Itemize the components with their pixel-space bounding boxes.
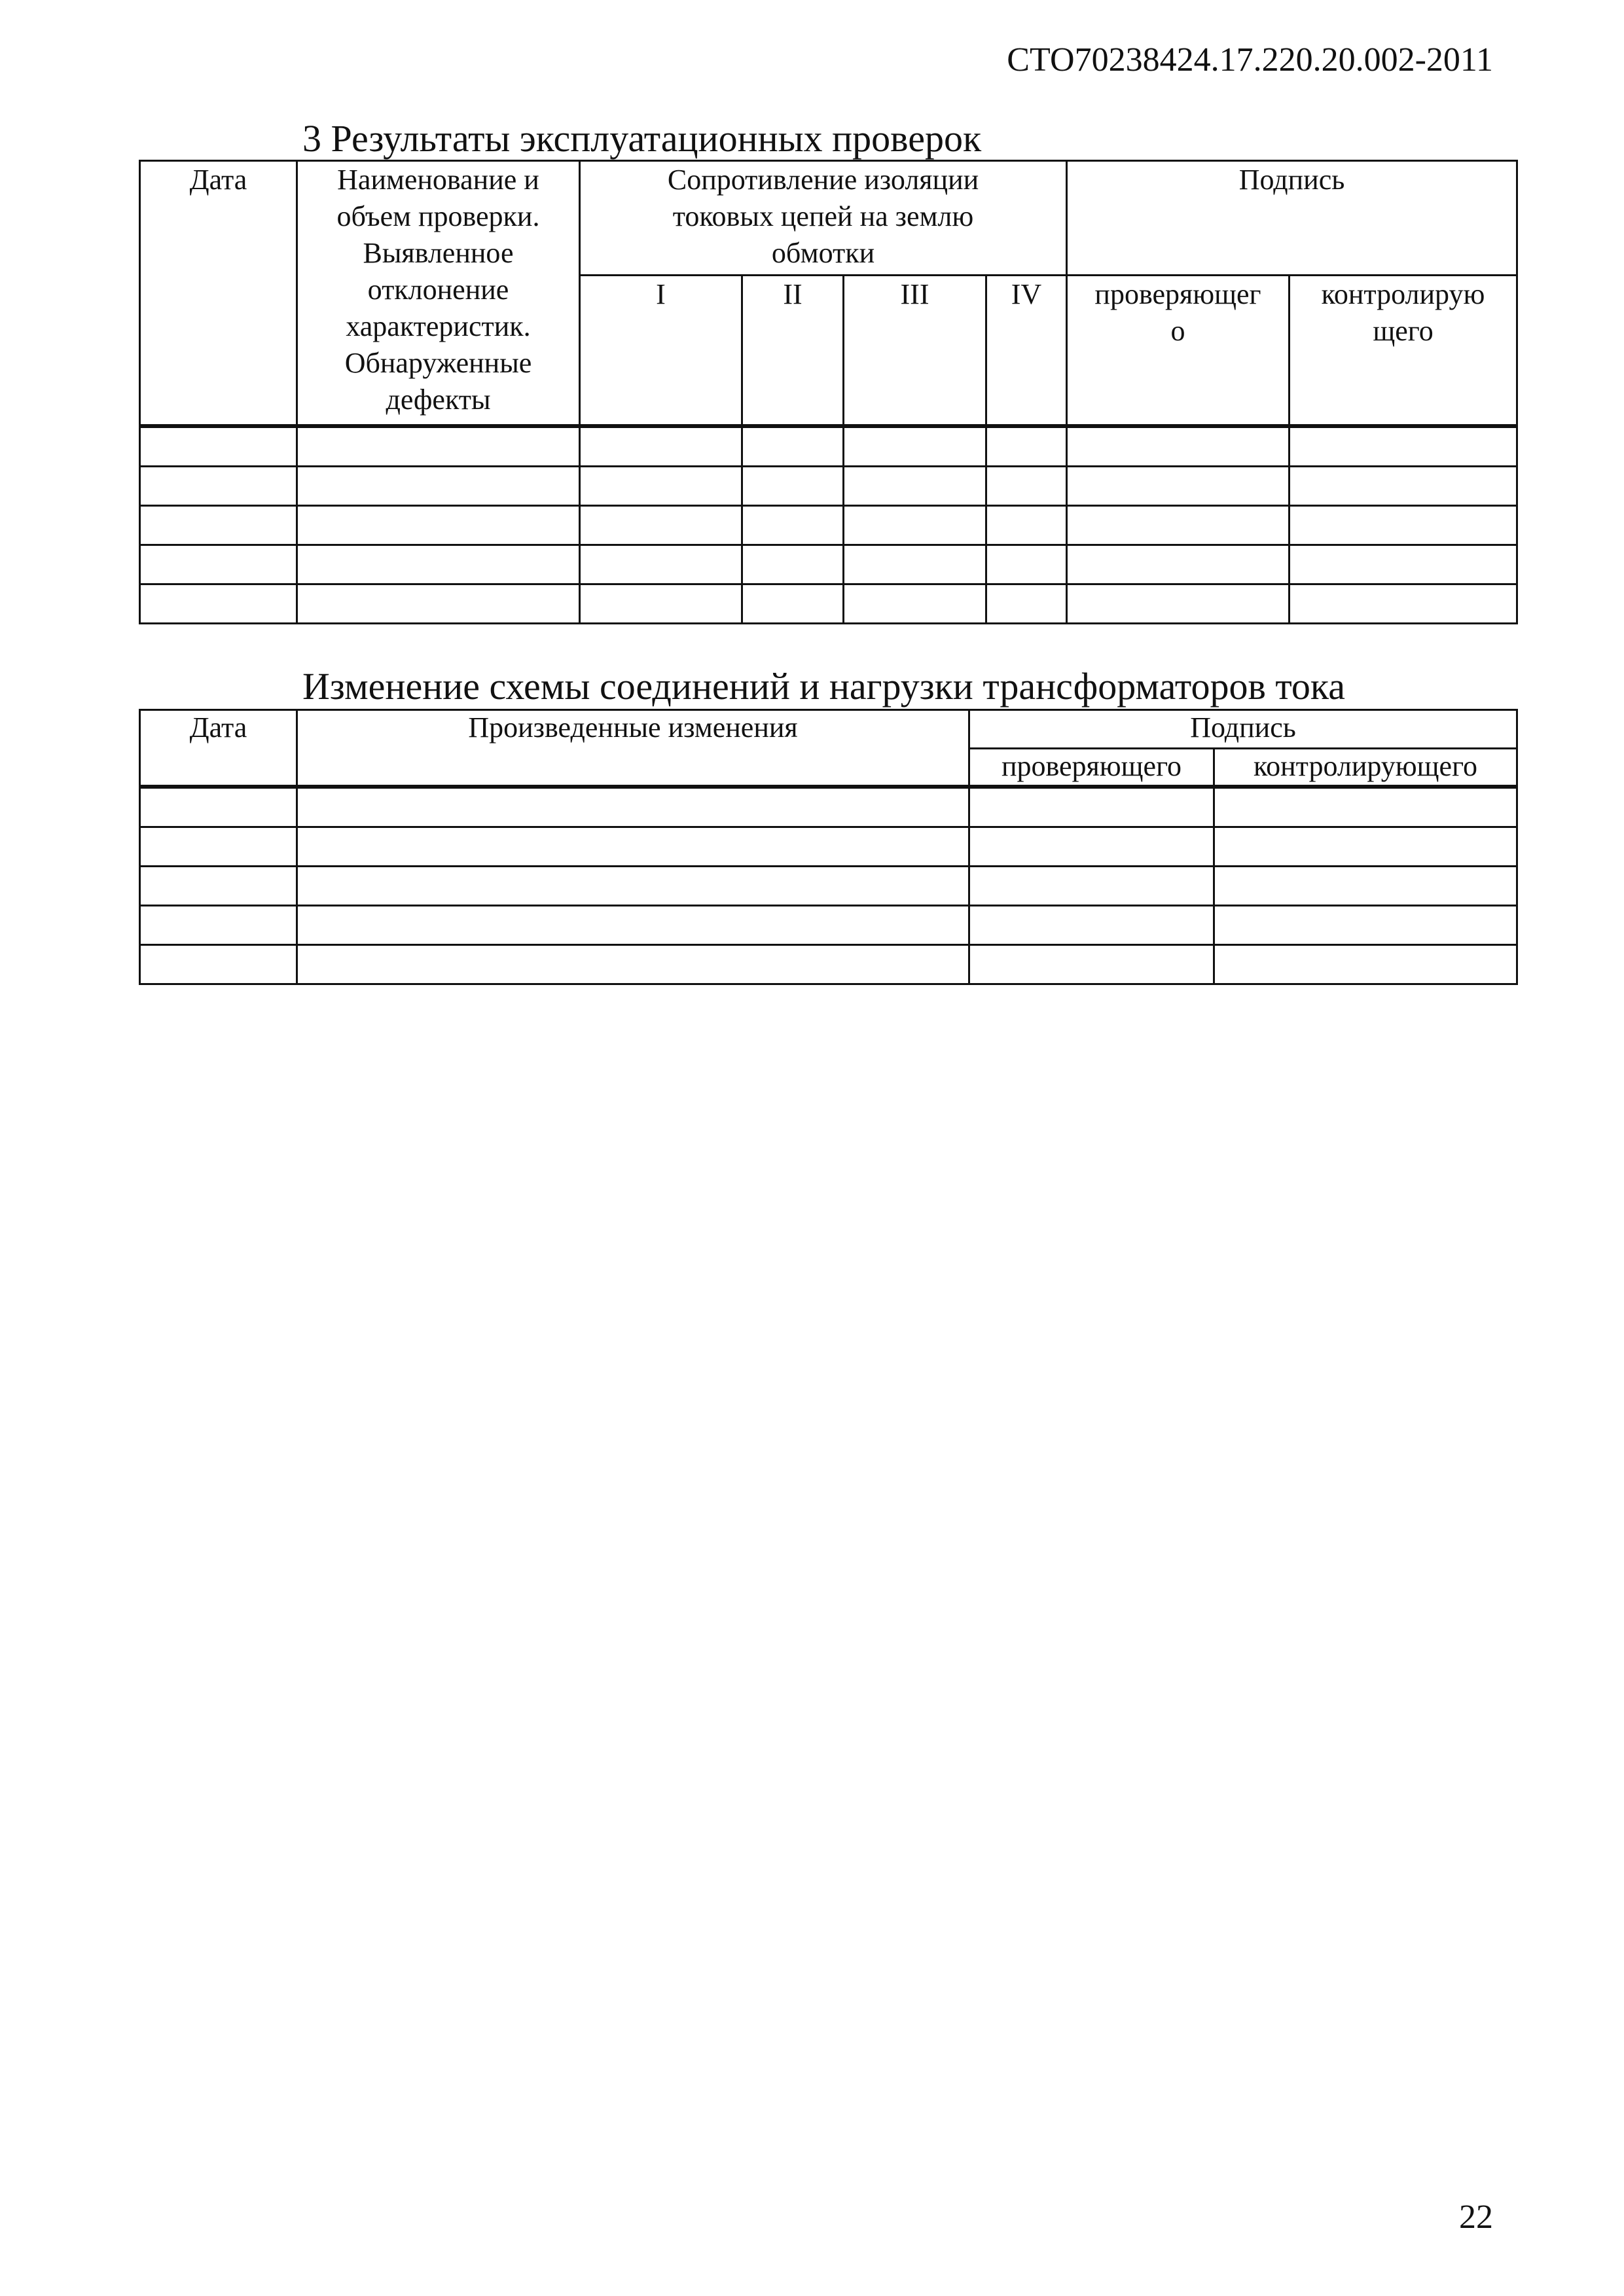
table-row bbox=[140, 906, 1517, 945]
results-table bbox=[139, 160, 1518, 624]
header-controller: контролирующего bbox=[1214, 749, 1517, 787]
table-row bbox=[140, 584, 1517, 624]
header-insulation-resistance: Сопротивление изоляции токовых цепей на землю обмотки bbox=[580, 161, 1067, 276]
header-date: Дата bbox=[140, 710, 297, 787]
table-row bbox=[140, 467, 1517, 506]
header-date: Дата bbox=[140, 161, 297, 427]
header-checker: проверяющег о bbox=[1067, 276, 1290, 427]
header-winding-3: III bbox=[844, 276, 986, 427]
header-signature: Подпись bbox=[1067, 161, 1517, 276]
table-row bbox=[140, 827, 1517, 867]
header-check-name: Наименование и объем проверки. Выявленное отклонение характеристик. Обнаруженные дефекты bbox=[297, 161, 580, 427]
header-changes: Произведенные изменения bbox=[297, 710, 969, 787]
table-row bbox=[140, 506, 1517, 545]
table-row bbox=[140, 787, 1517, 827]
section-title-changes: Изменение схемы соединений и нагрузки трансформаторов тока bbox=[302, 665, 1345, 708]
table-row bbox=[140, 945, 1517, 984]
header-winding-4: IV bbox=[986, 276, 1067, 427]
header-signature: Подпись bbox=[969, 710, 1517, 749]
header-checker: проверяющего bbox=[969, 749, 1214, 787]
section-title-results: 3 Результаты эксплуатационных проверок bbox=[302, 117, 982, 160]
table-row bbox=[140, 426, 1517, 467]
page-number: 22 bbox=[1459, 2198, 1493, 2236]
table-row bbox=[140, 545, 1517, 584]
table-row bbox=[140, 867, 1517, 906]
header-controller: контролирую щего bbox=[1290, 276, 1517, 427]
header-winding-2: II bbox=[742, 276, 844, 427]
header-winding-1: I bbox=[580, 276, 742, 427]
document-code: СТО70238424.17.220.20.002-2011 bbox=[1007, 41, 1493, 79]
changes-table bbox=[139, 709, 1518, 985]
